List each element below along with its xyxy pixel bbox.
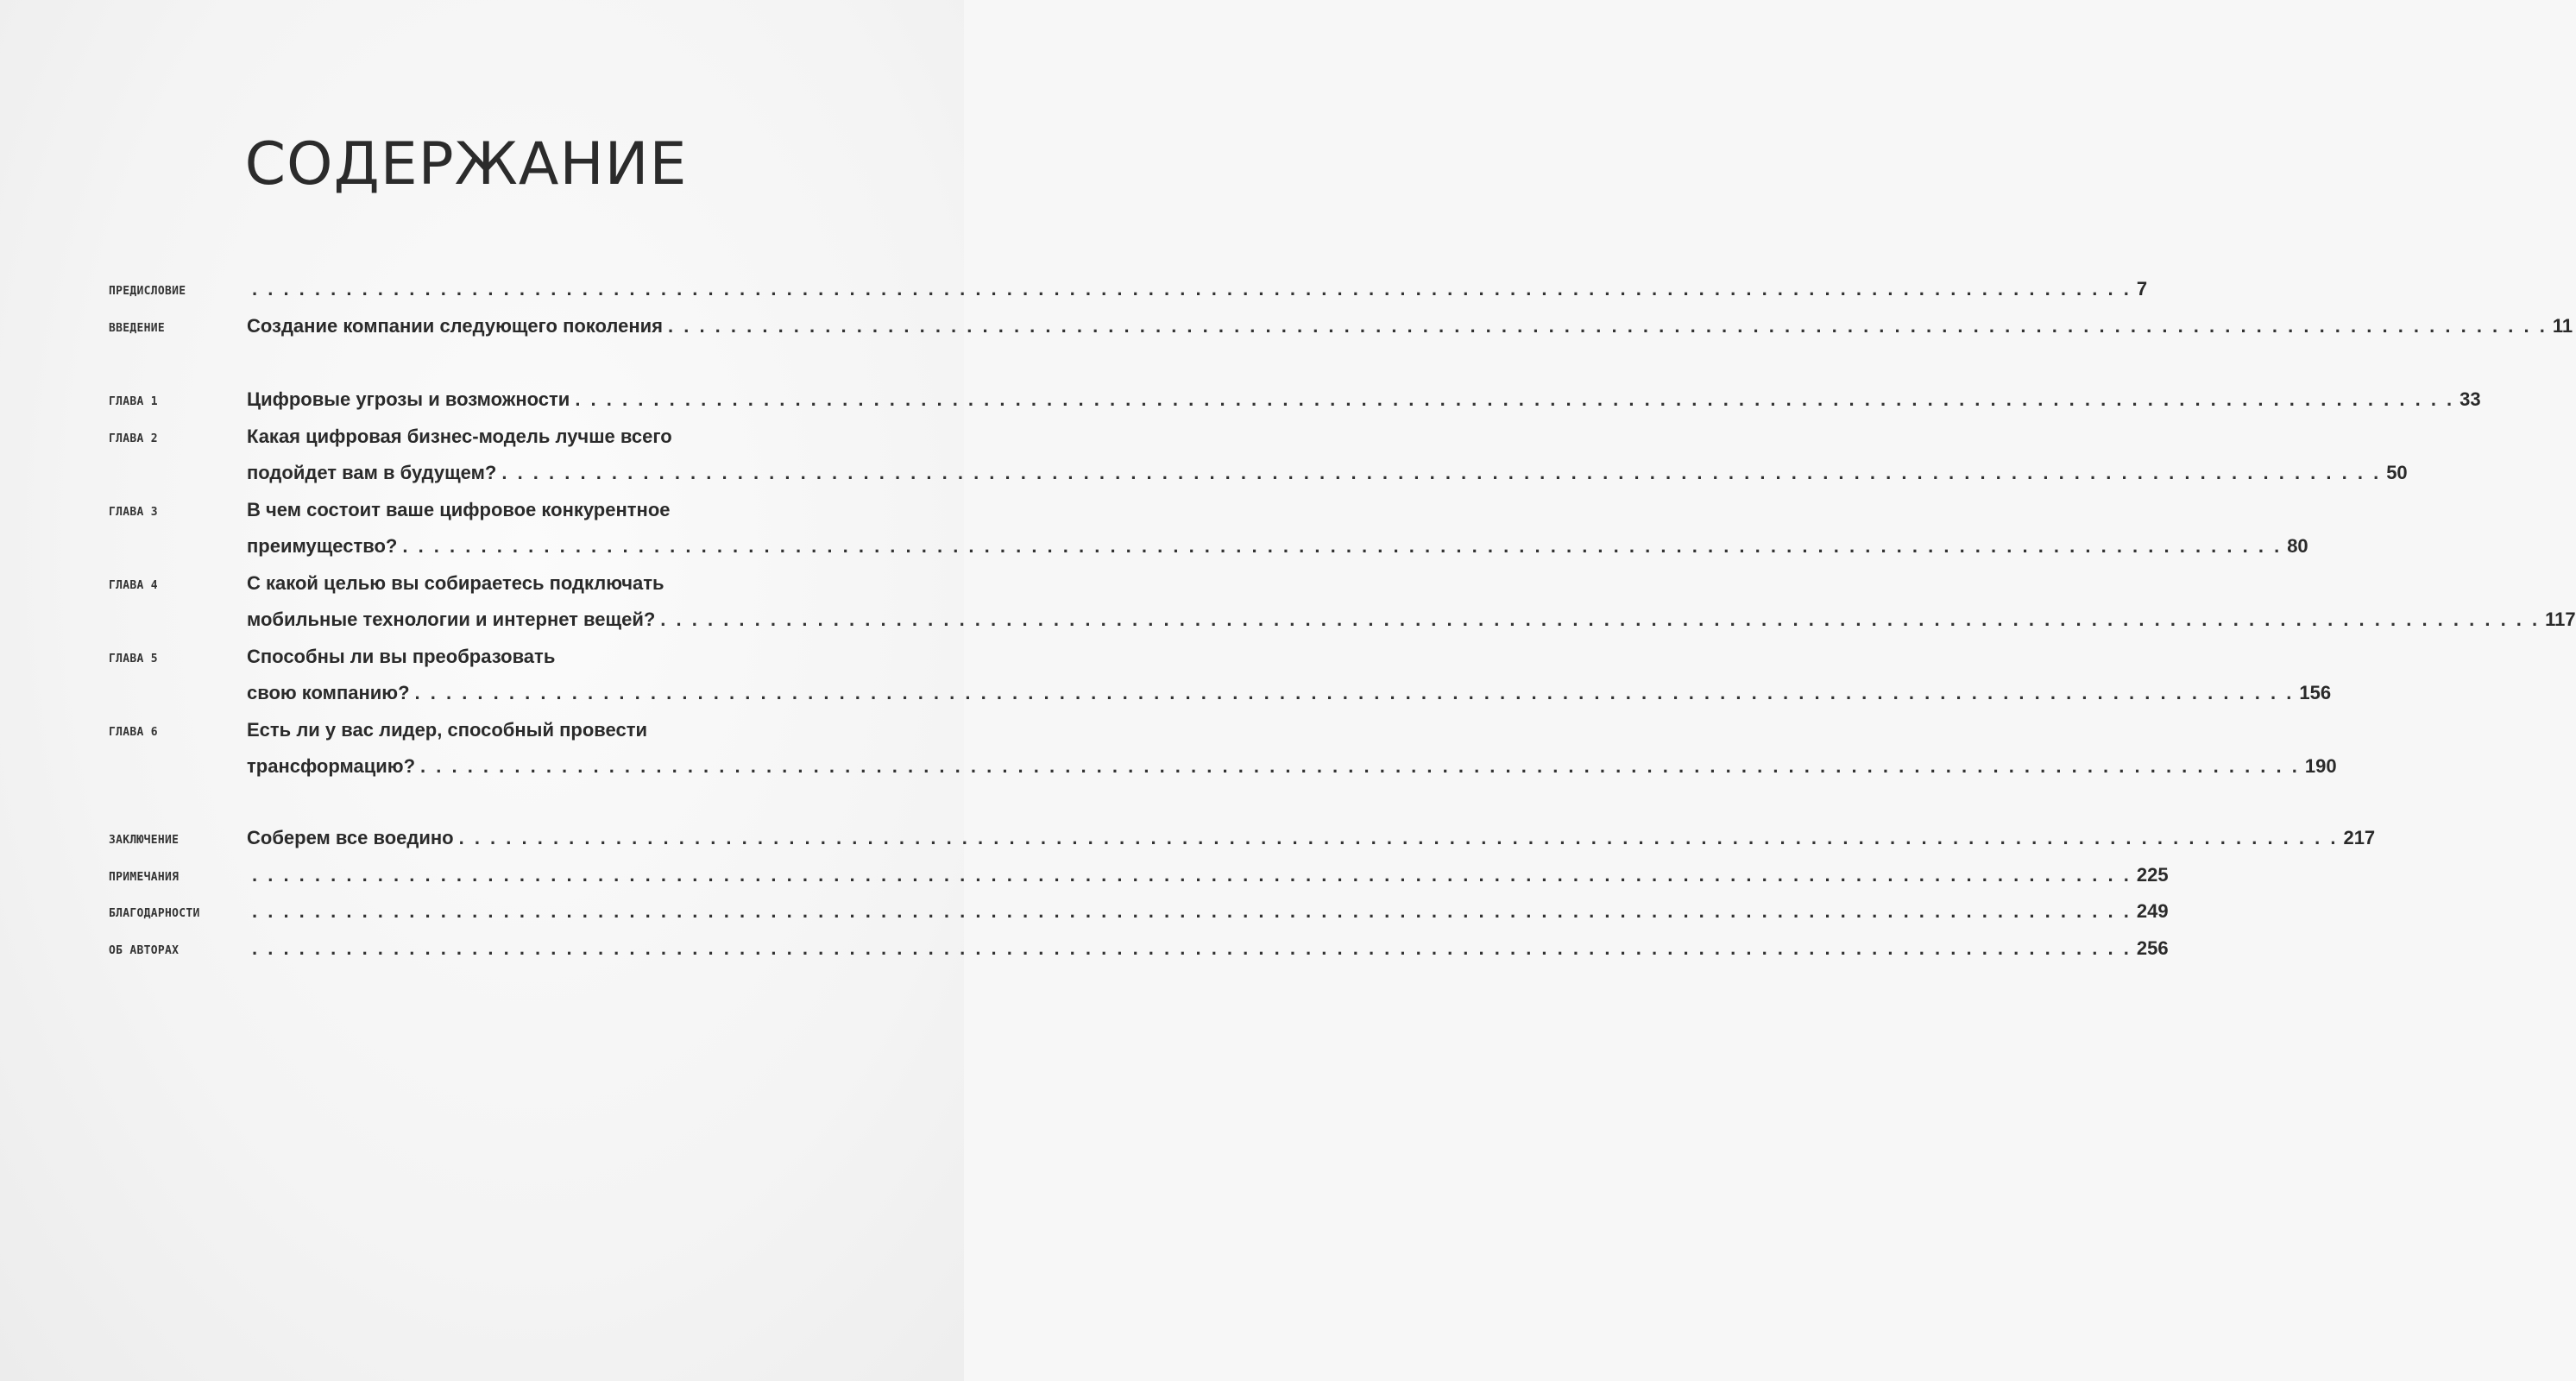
page-number: 256 — [2136, 937, 2169, 959]
toc-section-label: ГЛАВА 6 — [109, 726, 158, 739]
toc-section-label: ГЛАВА 5 — [109, 653, 158, 665]
dot-leader: . . . . . . . . . . . . . . . . . . . . . . . . . . . . . . . . . . . . . . . . . . . . . . . . . . . . . . . . . . . . . . . . . . . . . . . . . . . . . . . . . . . . . . . . . . . . . . . . . . . . . . . . . . . . . . . . . . . . . . . . — [252, 900, 2132, 922]
dot-leader: . . . . . . . . . . . . . . . . . . . . . . . . . . . . . . . . . . . . . . . . . . . . . . . . . . . . . . . . . . . . . . . . . . . . . . . . . . . . . . . . . . . . . . . . . . . . . . . . . . . . . . . . . . . . . . . . . . . . . . . . — [501, 462, 2382, 483]
page-number: 117 — [2545, 609, 2576, 630]
toc-entry-title: Создание компании следующего поколения — [247, 315, 663, 337]
dot-leader: . . . . . . . . . . . . . . . . . . . . . . . . . . . . . . . . . . . . . . . . . . . . . . . . . . . . . . . . . . . . . . . . . . . . . . . . . . . . . . . . . . . . . . . . . . . . . . . . . . . . . . . . . . . . . . . . . . . . . . . . — [414, 682, 2295, 703]
toc-entry-title: Есть ли у вас лидер, способный провести — [247, 719, 647, 741]
dot-leader: . . . . . . . . . . . . . . . . . . . . . . . . . . . . . . . . . . . . . . . . . . . . . . . . . . . . . . . . . . . . . . . . . . . . . . . . . . . . . . . . . . . . . . . . . . . . . . . . . . . . . . . . . . . . . . . . . . . . . . . . — [660, 609, 2541, 630]
dot-leader: . . . . . . . . . . . . . . . . . . . . . . . . . . . . . . . . . . . . . . . . . . . . . . . . . . . . . . . . . . . . . . . . . . . . . . . . . . . . . . . . . . . . . . . . . . . . . . . . . . . . . . . . . . . . . . . . . . . . . . . . — [252, 864, 2132, 886]
page-number: 249 — [2136, 900, 2169, 922]
toc-section-label: ПРЕДИСЛОВИЕ — [109, 285, 186, 298]
dot-leader: . . . . . . . . . . . . . . . . . . . . . . . . . . . . . . . . . . . . . . . . . . . . . . . . . . . . . . . . . . . . . . . . . . . . . . . . . . . . . . . . . . . . . . . . . . . . . . . . . . . . . . . . . . . . . . . . . . . . . . . . — [252, 278, 2132, 300]
toc-entry-title: С какой целью вы собираетесь подключать — [247, 572, 664, 594]
page-number: 225 — [2136, 864, 2169, 886]
toc-entry-title: преимущество? — [247, 535, 398, 557]
toc-section-label: ЗАКЛЮЧЕНИЕ — [109, 834, 180, 847]
dot-leader: . . . . . . . . . . . . . . . . . . . . . . . . . . . . . . . . . . . . . . . . . . . . . . . . . . . . . . . . . . . . . . . . . . . . . . . . . . . . . . . . . . . . . . . . . . . . . . . . . . . . . . . . . . . . . . . . . . . . . . . . — [668, 315, 2548, 337]
toc-entry-title: Какая цифровая бизнес-модель лучше всего — [247, 426, 672, 447]
toc-section-label: ГЛАВА 1 — [109, 395, 158, 408]
toc-entry-title: Способны ли вы преобразовать — [247, 646, 556, 667]
toc-entry-title: мобильные технологии и интернет вещей? — [247, 609, 656, 630]
toc-section-label: ГЛАВА 2 — [109, 432, 158, 445]
dot-leader: . . . . . . . . . . . . . . . . . . . . . . . . . . . . . . . . . . . . . . . . . . . . . . . . . . . . . . . . . . . . . . . . . . . . . . . . . . . . . . . . . . . . . . . . . . . . . . . . . . . . . . . . . . . . . . . . . . . . . . . . — [402, 535, 2283, 557]
dot-leader: . . . . . . . . . . . . . . . . . . . . . . . . . . . . . . . . . . . . . . . . . . . . . . . . . . . . . . . . . . . . . . . . . . . . . . . . . . . . . . . . . . . . . . . . . . . . . . . . . . . . . . . . . . . . . . . . . . . . . . . . — [458, 827, 2339, 848]
page-number: 190 — [2304, 755, 2337, 777]
dot-leader: . . . . . . . . . . . . . . . . . . . . . . . . . . . . . . . . . . . . . . . . . . . . . . . . . . . . . . . . . . . . . . . . . . . . . . . . . . . . . . . . . . . . . . . . . . . . . . . . . . . . . . . . . . . . . . . . . . . . . . . . — [252, 937, 2132, 959]
toc-section-label: ГЛАВА 3 — [109, 506, 158, 519]
toc-entry-title: подойдет вам в будущем? — [247, 462, 497, 483]
toc-section-label: БЛАГОДАРНОСТИ — [109, 907, 200, 920]
page-title: СОДЕРЖАНИЕ — [244, 129, 688, 199]
page-number: 7 — [2136, 278, 2148, 300]
page-number: 217 — [2343, 827, 2376, 848]
toc-entry-title: трансформацию? — [247, 755, 416, 777]
toc-section-label: ВВЕДЕНИЕ — [109, 322, 166, 335]
toc-entry-title: свою компанию? — [247, 682, 410, 703]
page-number: 33 — [2459, 388, 2481, 410]
toc-section-label: ОБ АВТОРАХ — [109, 944, 180, 957]
dot-leader: . . . . . . . . . . . . . . . . . . . . . . . . . . . . . . . . . . . . . . . . . . . . . . . . . . . . . . . . . . . . . . . . . . . . . . . . . . . . . . . . . . . . . . . . . . . . . . . . . . . . . . . . . . . . . . . . . . . . . . . . — [575, 388, 2455, 410]
page-number: 11 — [2552, 315, 2573, 337]
toc-entry-title: Цифровые угрозы и возможности — [247, 388, 570, 410]
toc-section-label: ПРИМЕЧАНИЯ — [109, 871, 180, 884]
toc-section-label: ГЛАВА 4 — [109, 579, 158, 592]
dot-leader: . . . . . . . . . . . . . . . . . . . . . . . . . . . . . . . . . . . . . . . . . . . . . . . . . . . . . . . . . . . . . . . . . . . . . . . . . . . . . . . . . . . . . . . . . . . . . . . . . . . . . . . . . . . . . . . . . . . . . . . . — [420, 755, 2300, 777]
page-number: 50 — [2386, 462, 2408, 483]
page-number: 80 — [2287, 535, 2308, 557]
toc-entry-title: Соберем все воедино — [247, 827, 454, 848]
page-number: 156 — [2299, 682, 2332, 703]
toc-entry-title: В чем состоит ваше цифровое конкурентное — [247, 499, 671, 520]
